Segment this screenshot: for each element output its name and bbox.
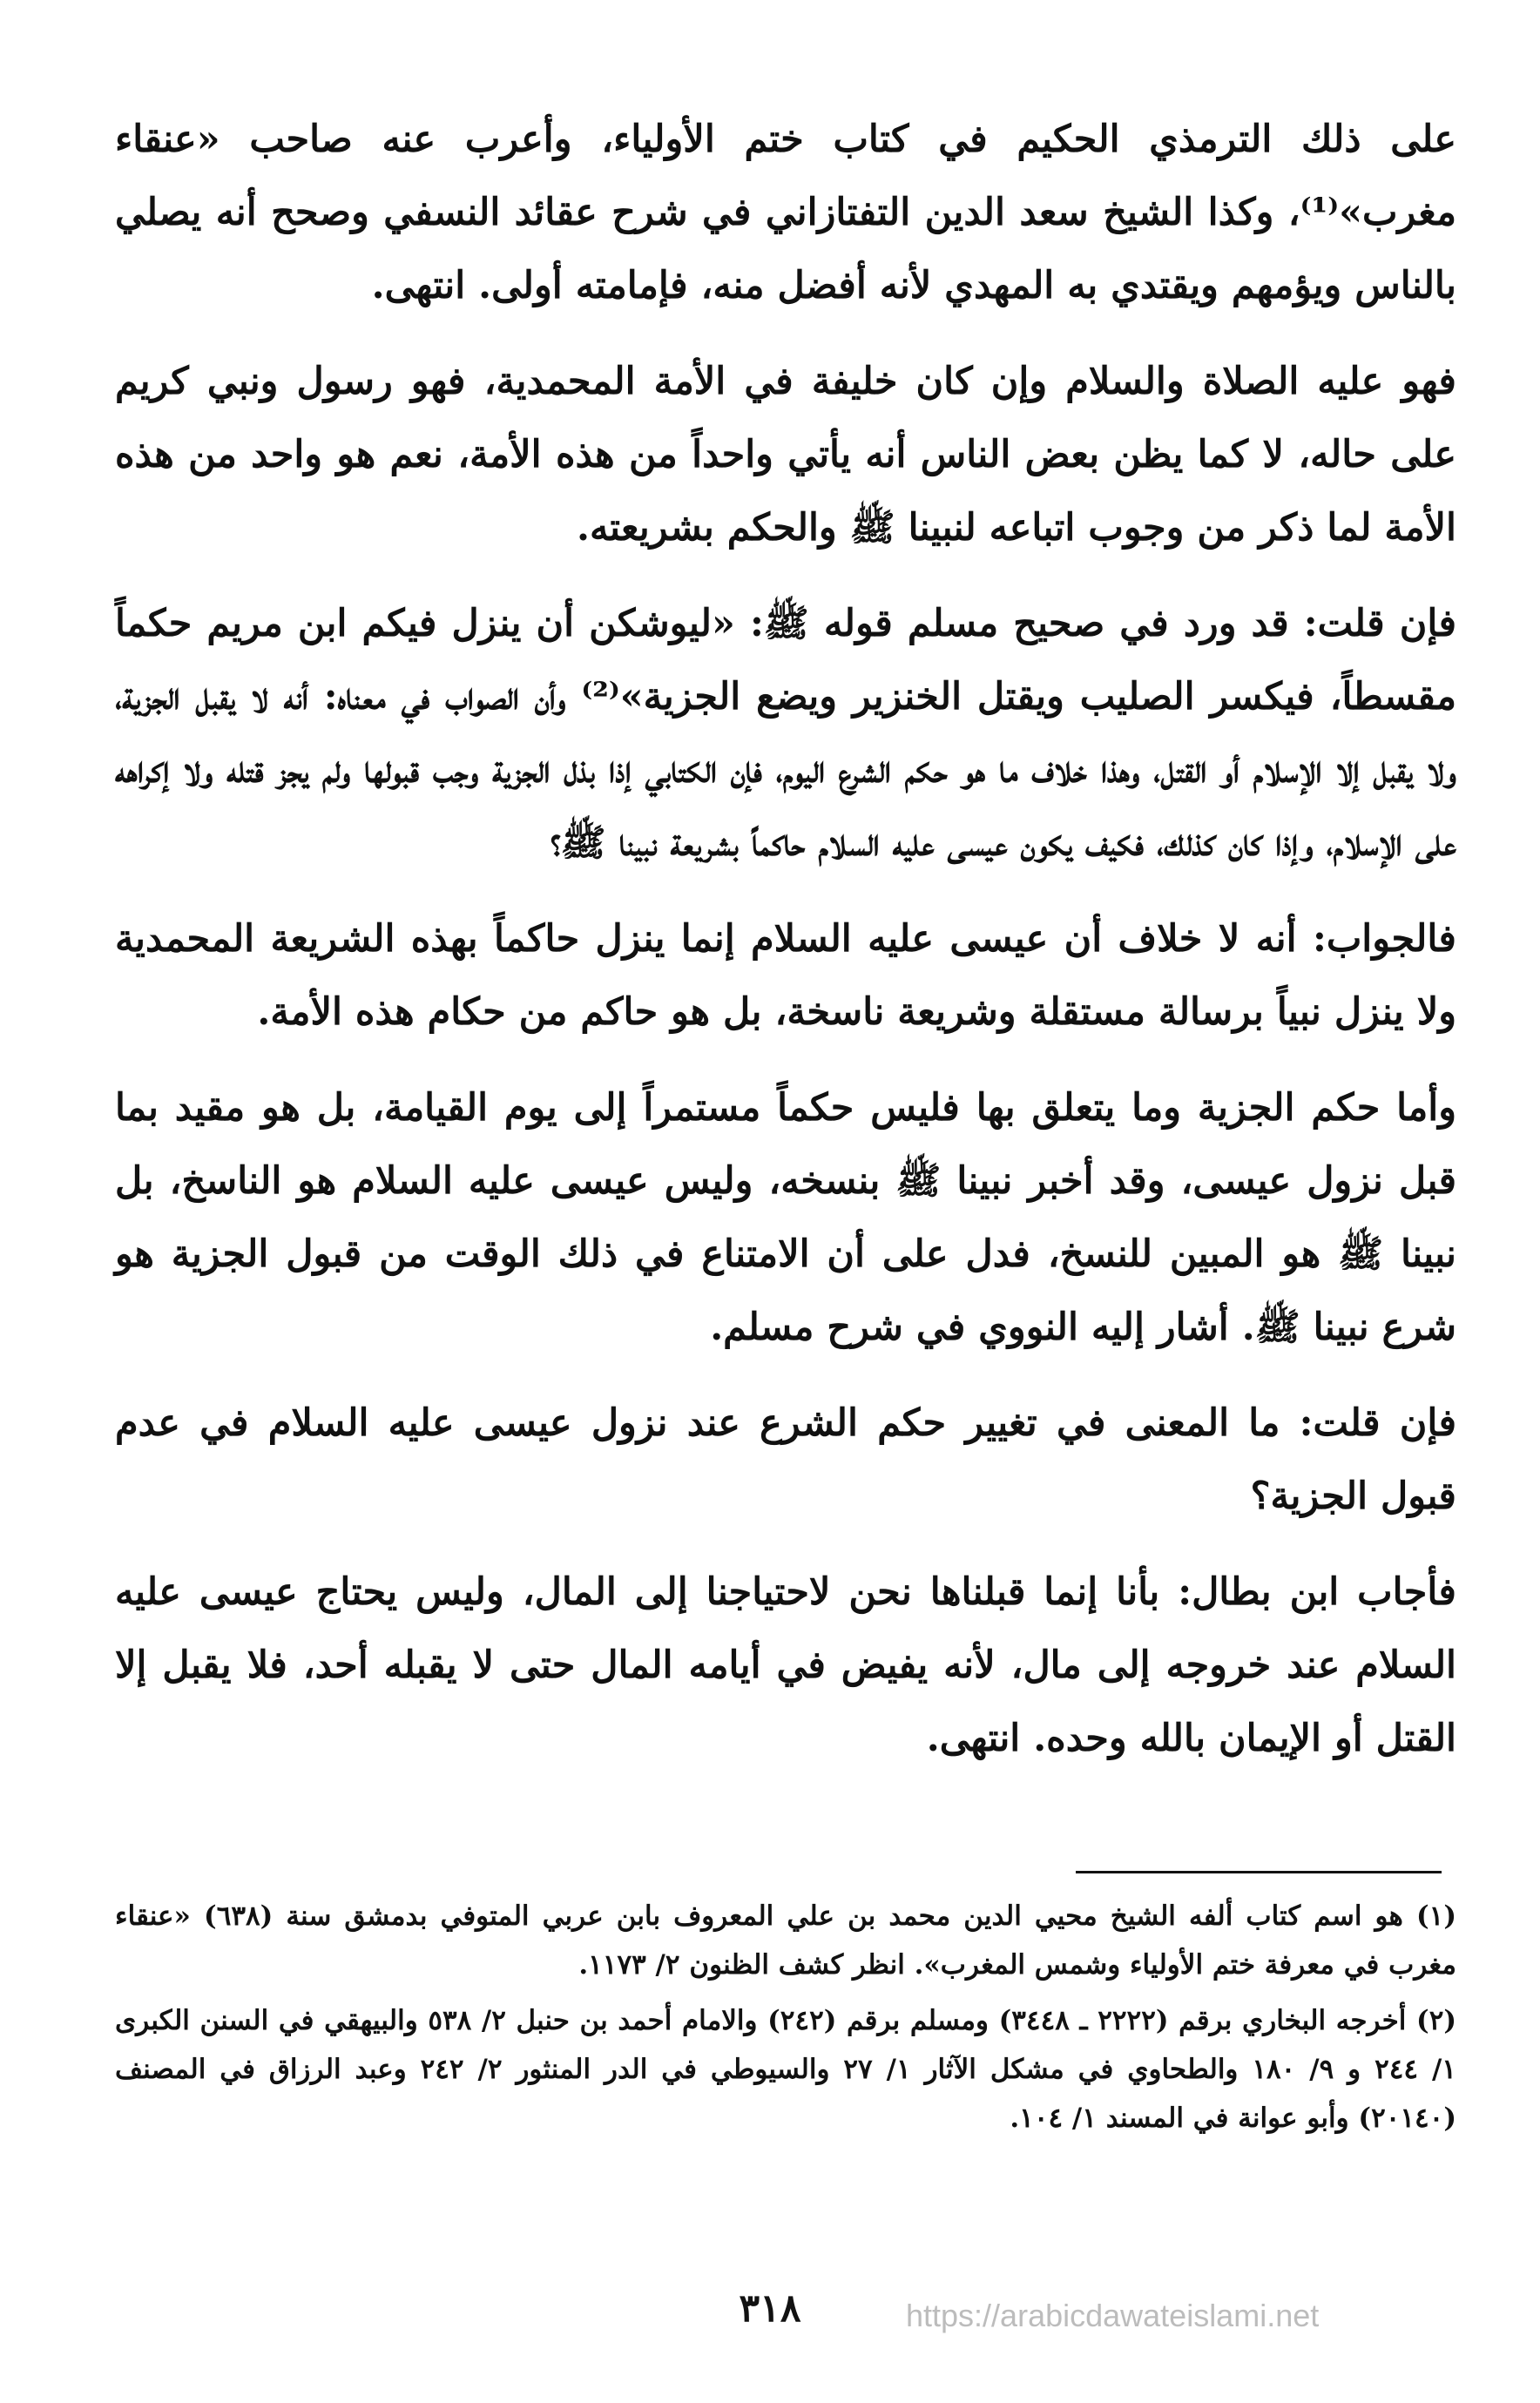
footnote: (١) هو اسم كتاب ألفه الشيخ محيي الدين محمد بن علي المعروف بابن عربي المتوفي بدمشق سنة (٦٣٨) «عنقاء مغرب في معرفة ختم الأولياء وشمس المغرب». انظر كشف الظنون ٢/ ١١٧٣. <box>115 1900 1456 1981</box>
paragraph: فإن قلت: ما المعنى في تغيير حكم الشرع عند نزول عيسى عليه السلام في عدم قبول الجزية؟ <box>115 1401 1456 1518</box>
footnote: (٢) أخرجه البخاري برقم (٢٢٢٢ ـ ٣٤٤٨) ومسلم برقم (٢٤٢) والامام أحمد بن حنبل ٢/ ٥٣٨ والبيهقي في السنن الكبرى ١/ ٢٤٤ و ٩/ ١٨٠ والطحاوي في مشكل الآثار ١/ ٢٧ والسيوطي في الدر المنثور ٢/ ٢٤٢ وعبد الرزاق في المصنف (٢٠١٤٠) وأبو عوانة في المسند ١/ ١٠٤. <box>115 2005 1457 2134</box>
paragraph: على ذلك الترمذي الحكيم في كتاب ختم الأولياء، وأعرب عنه صاحب «عنقاء مغرب»⁽¹⁾، وكذا الشيخ سعد الدين التفتازاني في شرح عقائد النسفي وصحح أنه يصلي بالناس ويؤمهم ويقتدي به المهدي لأنه أفضل منه، فإمامته أولى. انتهى. <box>115 118 1456 307</box>
main-text <box>115 103 1456 1798</box>
paragraph: وأما حكم الجزية وما يتعلق بها فليس حكماً مستمراً إلى يوم القيامة، بل هو مقيد بما قبل نزول عيسى، وقد أخبر نبينا ﷺ بنسخه، وليس عيسى عليه السلام هو الناسخ، بل نبينا ﷺ هو المبين للنسخ، فدل على أن الامتناع في ذلك الوقت من قبول الجزية هو شرع نبينا ﷺ. أشار إليه النووي في شرح مسلم. <box>115 1086 1456 1349</box>
footnotes <box>115 1892 1456 2150</box>
paragraph: فهو عليه الصلاة والسلام وإن كان خليفة في الأمة المحمدية، فهو رسول ونبي كريم على حاله، لا كما يظن بعض الناس أنه يأتي واحداً من هذه الأمة، نعم هو واحد من هذه الأمة لما ذكر من وجوب اتباعه لنبينا ﷺ والحكم بشريعته. <box>115 360 1456 550</box>
watermark-url: https://arabicdawateislami.net <box>906 2298 1320 2333</box>
paragraph: فالجواب: أنه لا خلاف أن عيسى عليه السلام إنما ينزل حاكماً بهذه الشريعة المحمدية ولا ينزل نبياً برسالة مستقلة وشريعة ناسخة، بل هو حاكم من حكام هذه الأمة. <box>115 917 1456 1034</box>
page-number: ٣١٨ <box>739 2286 801 2331</box>
footnote-separator <box>1076 1871 1442 1873</box>
paragraph: فإن قلت: قد ورد في صحيح مسلم قوله ﷺ: «ليوشكن أن ينزل فيكم ابن مريم حكماً مقسطاً، فيكسر الصليب ويقتل الخنزير ويضع الجزية»⁽²⁾ وأن الصواب في معناه: أنه لا يقبل الجزية، ولا يقبل إلا الإسلام أو القتل، وهذا خلاف ما هو حكم الشرع اليوم، فإن الكتابي إذا بذل الجزية وجب قبولها ولم يجز قتله ولا إكراهه على الإسلام، وإذا كان كذلك، فكيف يكون عيسى عليه السلام حاكماً بشريعة نبينا ﷺ؟ <box>115 602 1456 865</box>
paragraph: فأجاب ابن بطال: بأنا إنما قبلناها نحن لاحتياجنا إلى المال، وليس يحتاج عيسى عليه السلام عند خروجه إلى مال، لأنه يفيض في أيامه المال حتى لا يقبله أحد، فلا يقبل إلا القتل أو الإيمان بالله وحده. انتهى. <box>115 1570 1456 1760</box>
